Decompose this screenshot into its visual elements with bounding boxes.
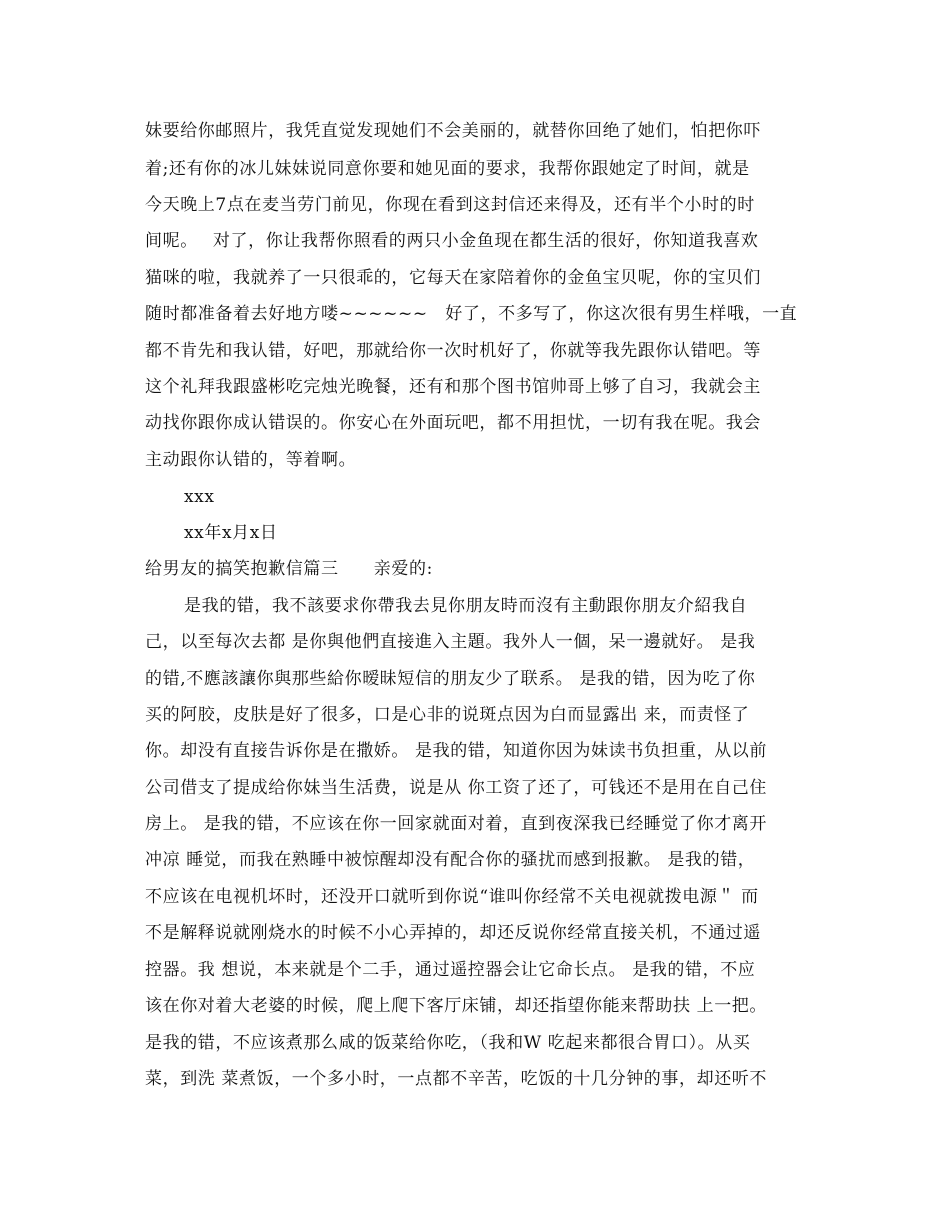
text-line: 公司借支了提成给你妹当生活费，说是从 你工资了还了，可钱还不是用在自己住 (145, 778, 768, 798)
text-line: 冲凉 睡觉，而我在熟睡中被惊醒却没有配合你的骚扰而感到报歉。 是我的错， (145, 850, 756, 870)
text-line: 都不肯先和我认错，好吧，那就给你一次时机好了，你就等我先跟你认错吧。等 (145, 341, 761, 361)
text-line: 猫咪的啦，我就养了一只很乖的，它每天在家陪着你的金鱼宝贝呢，你的宝贝们 (145, 268, 761, 288)
signature-name: xxx (184, 487, 215, 507)
text-line: 己，以至每次去都 是你與他們直接進入主題。我外人一個，呆一邊就好。 是我 (145, 632, 756, 652)
signature-date: xx年x月x日 (184, 523, 278, 543)
text-line: 控器。我 想说，本来就是个二手，通过遥控器会让它命长点。 是我的错，不应 (145, 960, 756, 980)
text-line: 主动跟你认错的，等着啊。 (145, 450, 357, 470)
text-line: 你。却没有直接告诉你是在撒娇。 是我的错，知道你因为妹读书负担重，从以前 (145, 741, 768, 761)
text-line: 动找你跟你成认错误的。你安心在外面玩吧，都不用担忧，一切有我在呢。我会 (145, 413, 761, 433)
text-line: 该在你对着大老婆的时候，爬上爬下客厅床铺，却还指望你能来帮助扶 上一把。 (145, 996, 768, 1016)
text-line: 是我的错，不应该煮那么咸的饭菜给你吃，（我和W 吃起来都很合胃口）。从买 (145, 1033, 751, 1053)
section-heading: 给男友的搞笑抱歉信篇三 亲爱的: (145, 559, 433, 579)
text-line: 是我的错，我不該要求你帶我去見你朋友時而沒有主動跟你朋友介紹我自 (184, 596, 748, 616)
text-line: 今天晚上7点在麦当劳门前见，你现在看到这封信还来得及，还有半个小时的时 (145, 195, 755, 215)
text-line: 这个礼拜我跟盛彬吃完烛光晚餐，还有和那个图书馆帅哥上够了自习，我就会主 (145, 377, 761, 397)
text-line: 随时都准备着去好地方喽~~~~~~ 好了，不多写了，你这次很有男生样哦，一直 (145, 304, 798, 324)
text-line: 菜，到洗 菜煮饭，一个多小时，一点都不辛苦，吃饭的十几分钟的事，却还听不 (145, 1069, 768, 1089)
text-line: 妹要给你邮照片，我凭直觉发现她们不会美丽的，就替你回绝了她们，怕把你吓 (145, 121, 761, 141)
text-line: 不应该在电视机坏时，还没开口就听到你说“谁叫你经常不关电视就拨电源＂ 而 (145, 887, 759, 907)
text-line: 的错,不應該讓你與那些給你暧昧短信的朋友少了联系。 是我的错，因为吃了你 (145, 669, 756, 689)
text-line: 房上。 是我的错，不应该在你一回家就面对着，直到夜深我已经睡觉了你才离开 (145, 814, 768, 834)
text-line: 间呢。 对了，你让我帮你照看的两只小金鱼现在都生活的很好，你知道我喜欢 (145, 231, 759, 251)
text-line: 不是解释说就刚烧水的时候不小心弄掉的，却还反说你经常直接关机，不通过遥 (145, 923, 761, 943)
text-line: 着;还有你的冰儿妹妹说同意你要和她见面的要求，我帮你跟她定了时间，就是 (145, 159, 750, 179)
text-line: 买的阿胶，皮肤是好了很多，口是心非的说斑点因为白而显露出 来，而责怪了 (145, 705, 750, 725)
